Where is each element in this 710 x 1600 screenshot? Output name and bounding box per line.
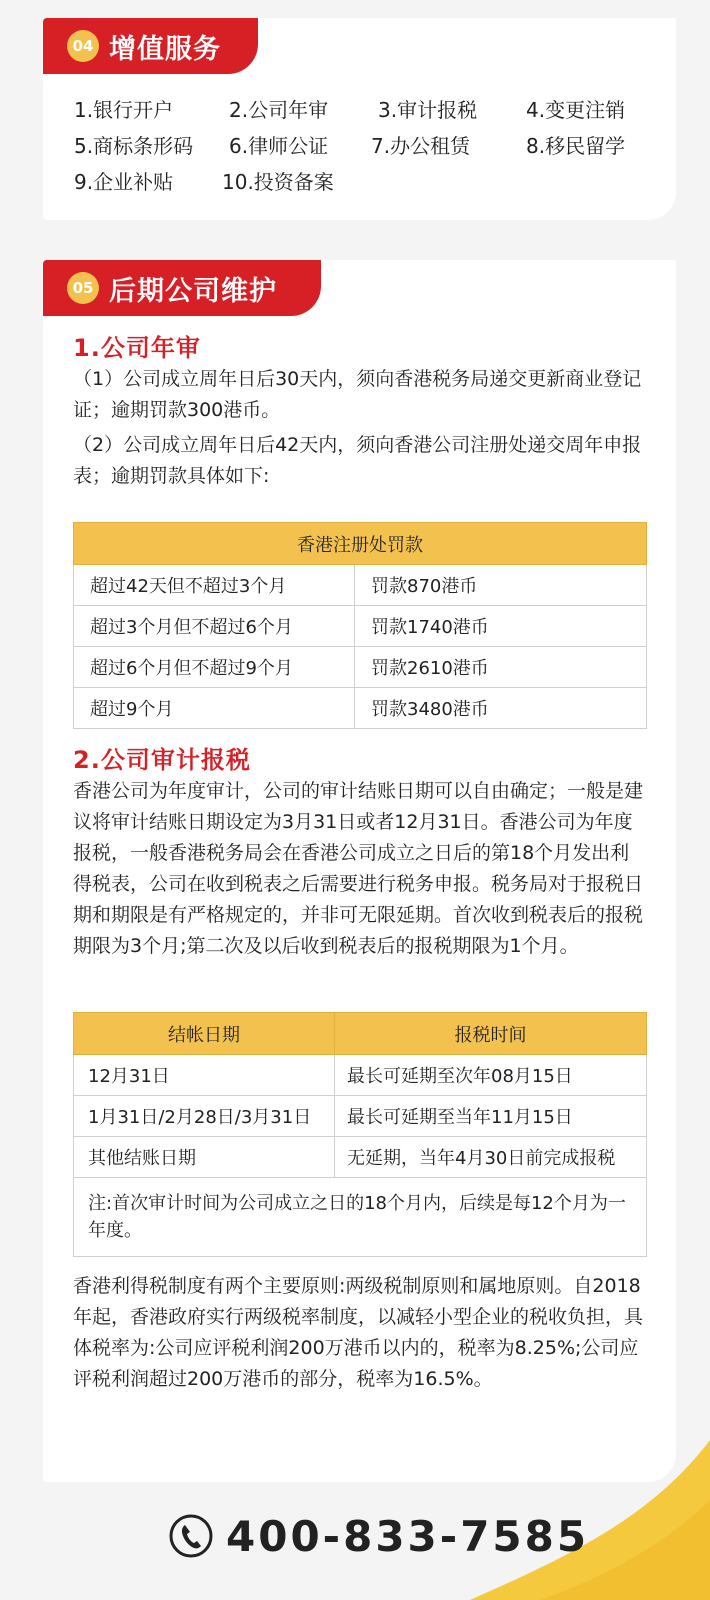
section-number-badge: 05: [67, 272, 99, 304]
phone-number[interactable]: 400-833-7585: [226, 1511, 590, 1561]
table-header-row: [74, 1013, 647, 1055]
table-cell: 超过6个月但不超过9个月: [74, 647, 355, 688]
service-item: 10.投资备案: [222, 170, 334, 194]
maintenance-card: [43, 260, 676, 1482]
table-cell: 无延期，当年4月30日前完成报税: [335, 1137, 647, 1178]
service-item: 1.银行开户: [74, 98, 174, 122]
table-row: [74, 1096, 647, 1137]
table-note: 注:首次审计时间为公司成立之日的18个月内，后续是每12个月为一年度。: [74, 1178, 647, 1257]
table-cell: 罚款1740港币: [355, 606, 647, 647]
section-ribbon: [43, 18, 258, 74]
service-item: 6.律师公证: [229, 134, 329, 158]
tax-filing-table: [73, 1012, 647, 1257]
table-cell: 超过3个月但不超过6个月: [74, 606, 355, 647]
table-row: [74, 606, 647, 647]
annual-review-title: 1.公司年审: [73, 334, 201, 362]
table-cell: 最长可延期至次年08月15日: [335, 1055, 647, 1096]
service-item: 4.变更注销: [526, 98, 626, 122]
table-cell: 12月31日: [74, 1055, 335, 1096]
audit-title: 2.公司审计报税: [73, 746, 251, 774]
penalty-table: [73, 522, 647, 729]
audit-para: 香港公司为年度审计，公司的审计结账日期可以自由确定；一般是建议将审计结账日期设定为3月31日或者12月31日。香港公司为年度报税，一般香港税务局会在香港公司成立之日后的第18个月发出利得税表，公司在收到税表之后需要进行税务申报。税务局对于报税日期和期限是有严格规定的，并非可无限延期。首次收到税表后的报税期限为3个月;第二次及以后收到税表后的报税期限为1个月。: [73, 780, 644, 957]
service-item: 5.商标条形码: [74, 134, 194, 158]
service-item: 3.审计报税: [378, 98, 478, 122]
section-title: 后期公司维护: [109, 275, 277, 307]
section-number-badge: 04: [67, 30, 99, 62]
service-item: 8.移民留学: [526, 134, 626, 158]
annual-review-para-2: （2）公司成立周年日后42天内，须向香港公司注册处递交周年申报表；逾期罚款具体如下:: [73, 434, 642, 487]
table-header: 结帐日期: [74, 1013, 335, 1055]
table-cell: 罚款3480港币: [355, 688, 647, 729]
table-header-row: [74, 523, 647, 565]
table-row: [74, 688, 647, 729]
table-header: 报税时间: [335, 1013, 647, 1055]
section-title: 增值服务: [109, 33, 221, 65]
service-item: 7.办公租赁: [371, 134, 471, 158]
table-cell: 罚款870港币: [355, 565, 647, 606]
phone-icon: [168, 1513, 214, 1559]
table-row: [74, 565, 647, 606]
table-cell: 最长可延期至当年11月15日: [335, 1096, 647, 1137]
table-row: [74, 1137, 647, 1178]
value-added-services-card: [43, 18, 676, 220]
service-item: 2.公司年审: [229, 98, 329, 122]
table-cell: 其他结账日期: [74, 1137, 335, 1178]
table-note-row: [74, 1178, 647, 1257]
table-cell: 超过9个月: [74, 688, 355, 729]
table-header: 香港注册处罚款: [74, 523, 647, 565]
table-row: [74, 647, 647, 688]
table-cell: 1月31日/2月28日/3月31日: [74, 1096, 335, 1137]
section-ribbon: [43, 260, 321, 316]
table-cell: 超过42天但不超过3个月: [74, 565, 355, 606]
table-cell: 罚款2610港币: [355, 647, 647, 688]
table-row: [74, 1055, 647, 1096]
phone-contact[interactable]: [168, 1511, 589, 1561]
profits-tax-para: 香港利得税制度有两个主要原则:两级税制原则和属地原则。自2018年起，香港政府实行两级税率制度，以减轻小型企业的税收负担，具体税率为:公司应评税利润200万港币以内的，税率为8.25%;公司应评税利润超过200万港币的部分，税率为16.5%。: [73, 1275, 644, 1390]
service-item: 9.企业补贴: [74, 170, 174, 194]
annual-review-para-1: （1）公司成立周年日后30天内，须向香港税务局递交更新商业登记证；逾期罚款300港币。: [73, 368, 642, 421]
